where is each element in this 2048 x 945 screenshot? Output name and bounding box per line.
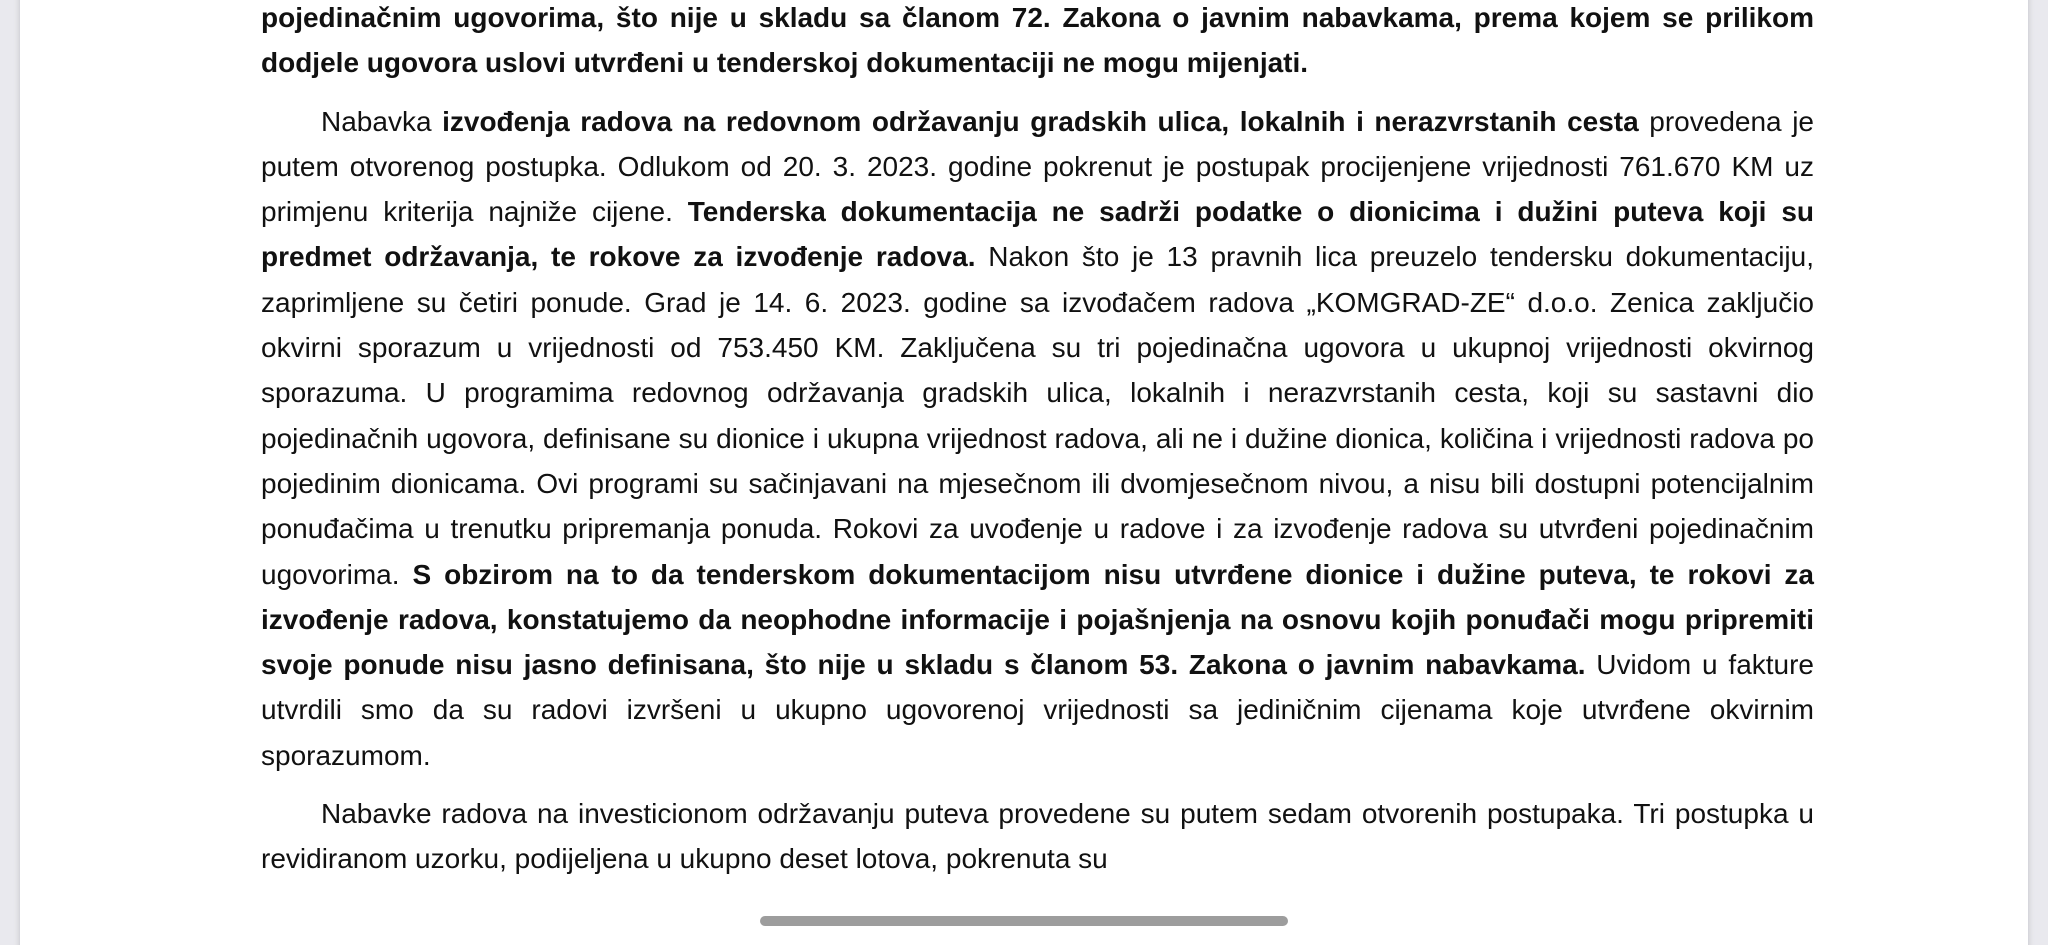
text-run: Nakon što je 13 pravnih lica preuzelo tendersku dokumentaciju, zaprimljene su četiri ponude. Grad je 14. 6. 2023. godine sa izvođačem radova „KOMGRAD-ZE“ d.o.o. Zenica zaključio okvirni sporazum u vrijednosti od 753.450 KM. Zaključena su tri pojedinačna ugovora u ukupnoj vrijednosti okvirnog sporazuma. U programima redovnog održavanja gradskih ulica, lokalnih i nerazvrstanih cesta, koji su sastavni dio pojedinačnih ugovora, definisane su dionice i ukupna vrijednost radova, ali ne i dužine dionica, količina i vrijednosti radova po pojedinim dionicama. Ovi programi su sačinjavani na mjesečnom ili dvomjesečnom nivou, a nisu bili dostupni potencijalnim ponuđačima u trenutku pripremanja ponuda. Rokovi za uvođenje u radove i za izvođenje radova su utvrđeni pojedinačnim ugovorima. bbox=[261, 241, 1814, 590]
document-page bbox=[20, 0, 2028, 945]
text-run: provedena je putem otvorenog postupka. Odlukom od 20. 3. 2023. godine pokrenut je postupak procijenjene vrijednosti 761.670 KM uz primjenu kriterija najniže cijene. bbox=[261, 105, 1814, 228]
bold-text-run: S obzirom na to da tenderskom dokumentacijom nisu utvrđene dionice i dužine puteva, te rokovi za izvođenje radova, konstatujemo da neophodne informacije i pojašnjenja na osnovu kojih ponuđači mogu pripremiti svoje ponude nisu jasno definisana, što nije u skladu s članom 53. Zakona o javnim nabavkama. bbox=[261, 558, 1814, 681]
text-run: Nabavka bbox=[321, 105, 443, 137]
text-run: Uvidom u fakture utvrdili smo da su radovi izvršeni u ukupno ugovorenoj vrijednosti sa jediničnim cijenama koje utvrđene okvirnim sporazumom. bbox=[261, 649, 1815, 771]
document-body bbox=[261, 0, 1814, 895]
scroll-indicator[interactable] bbox=[760, 916, 1288, 926]
paragraph-p1 bbox=[261, 0, 1814, 86]
bold-text-run: izvođenja radova na redovnom održavanju gradskih ulica, lokalnih i nerazvrstanih cesta bbox=[442, 105, 1639, 137]
text-run: Nabavke radova na investicionom održavanju puteva provedene su putem sedam otvorenih postupaka. Tri postupka u revidiranom uzorku, podijeljena u ukupno deset lotova, pokrenuta su bbox=[261, 798, 1814, 875]
bold-text-run: Tenderska dokumentacija ne sadrži podatke o dionicima i dužini puteva koji su predmet održavanja, te rokove za izvođenje radova. bbox=[261, 196, 1814, 273]
paragraph-p2 bbox=[261, 99, 1814, 778]
paragraph-p3 bbox=[261, 791, 1814, 882]
bold-text-run: pojedinačnim ugovorima, što nije u skladu sa članom 72. Zakona o javnim nabavkama, prema kojem se prilikom dodjele ugovora uslovi utvrđeni u tenderskoj dokumentaciji ne mogu mijenjati. bbox=[261, 2, 1814, 79]
